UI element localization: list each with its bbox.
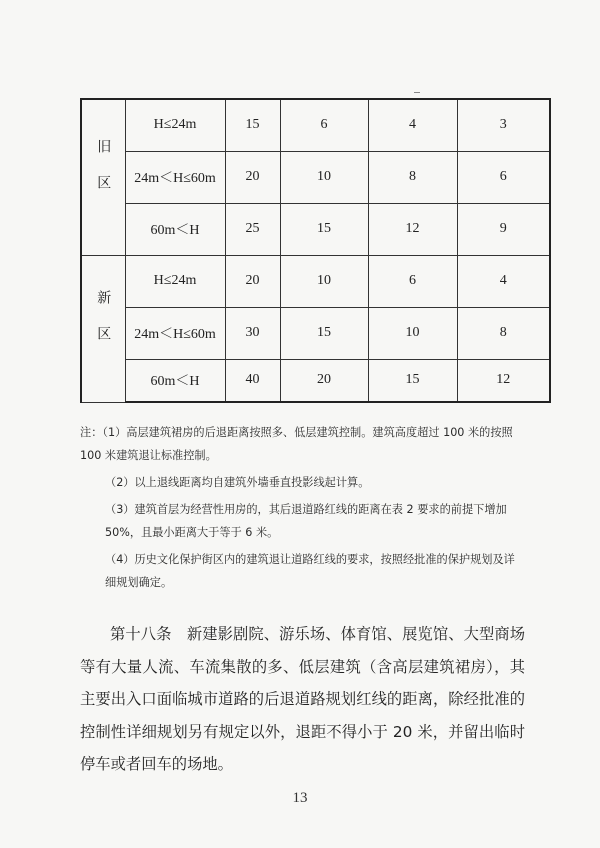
table-row [81,307,550,359]
value-cell: 15 [368,359,457,402]
value-cell: 20 [225,151,280,203]
height-range-cell: 60m＜H [125,359,225,402]
value-cell: 3 [457,99,550,151]
table-row [81,99,550,151]
note-4: （4）历史文化保护街区内的建筑退让道路红线的要求，按照经批准的保护规划及详细规划确定。 [105,553,515,589]
value-cell: 40 [225,359,280,402]
district-label: 新区 [95,290,112,362]
value-cell: 12 [457,359,550,402]
value-cell: 15 [225,99,280,151]
value-cell: 12 [368,203,457,255]
note-3: （3）建筑首层为经营性用房的，其后退道路红线的距离在表 2 要求的前提下增加 50%，且最小距离大于等于 6 米。 [105,503,507,539]
value-cell: 20 [280,359,368,402]
value-cell: 10 [280,255,368,307]
district-label: 旧区 [95,138,112,211]
table-row [81,359,550,402]
value-cell: 9 [457,203,550,255]
value-cell: 6 [280,99,368,151]
value-cell: 15 [280,307,368,359]
table-notes [80,421,520,598]
height-range-cell: H≤24m [125,255,225,307]
height-range-cell: 24m＜H≤60m [125,307,225,359]
value-cell: 8 [368,151,457,203]
value-cell: 10 [280,151,368,203]
height-range-cell: 60m＜H [125,203,225,255]
value-cell: 8 [457,307,550,359]
value-cell: 20 [225,255,280,307]
district-cell-new [81,255,125,402]
value-cell: 30 [225,307,280,359]
value-cell: 6 [457,151,550,203]
value-cell: 4 [457,255,550,307]
article-18-paragraph: 第十八条 新建影剧院、游乐场、体育馆、展览馆、大型商场等有大量人流、车流集散的多、低层建筑（含高层建筑裙房），其主要出入口面临城市道路的后退道路规划红线的距离，除经批准的控制性详细规划另有规定以外，退距不得小于 20 米，并留出临时停车或者回车的场地。 [80,625,525,773]
note-1: 注：（1）高层建筑裙房的后退距离按照多、低层建筑控制。建筑高度超过 100 米的按照 100 米建筑退让标准控制。 [80,426,513,462]
table-row [81,151,550,203]
height-range-cell: 24m＜H≤60m [125,151,225,203]
table-row [81,255,550,307]
scan-mark [414,92,420,93]
table-row [81,203,550,255]
page-number: 13 [292,790,308,806]
value-cell: 4 [368,99,457,151]
value-cell: 15 [280,203,368,255]
setback-table [80,98,551,403]
note-2: （2）以上退线距离均自建筑外墙垂直投影线起计算。 [105,476,370,489]
height-range-cell: H≤24m [125,99,225,151]
value-cell: 10 [368,307,457,359]
value-cell: 6 [368,255,457,307]
value-cell: 25 [225,203,280,255]
district-cell-old [81,99,125,255]
